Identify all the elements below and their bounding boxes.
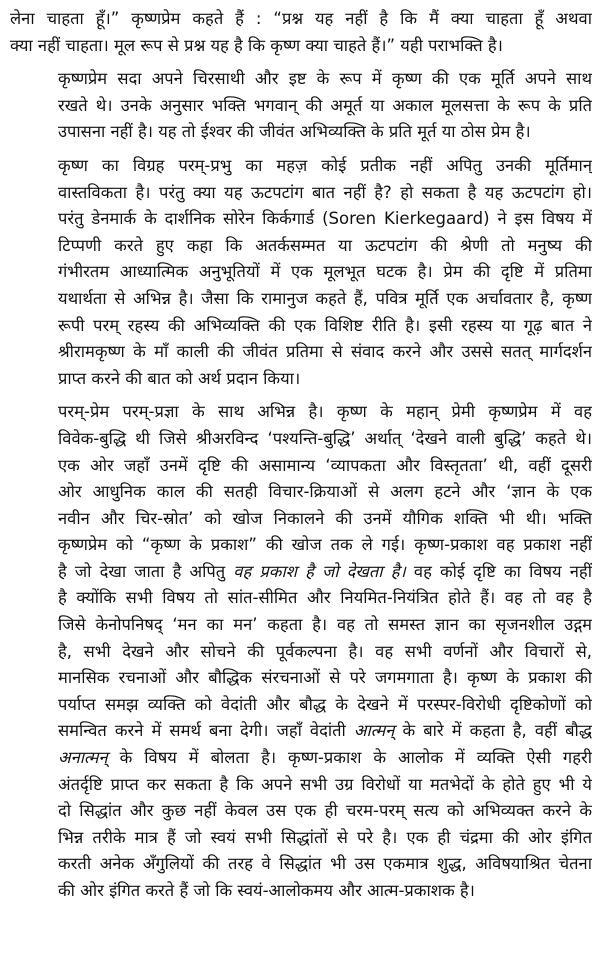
text-run: प्राप्त करने की बात को अर्थ प्रदान किया।: [58, 368, 301, 388]
text-line: [10, 639, 592, 666]
text-line: [10, 851, 592, 878]
text-run: वह कोई दृष्टि का विषय नहीं: [405, 561, 592, 581]
text-line: [10, 798, 592, 825]
text-line: [10, 692, 592, 719]
text-run: टिप्पणी करते हुए कहा कि अतर्कसम्मत या ऊटपटांग की श्रेणी तो मनुष्य की: [58, 235, 592, 255]
text-line: [10, 718, 592, 745]
italic-text: वह प्रकाश है जो देखता है।: [233, 561, 406, 581]
text-line: [10, 66, 592, 93]
text-run: अंतर्दृष्टि प्राप्त कर सकता है कि अपने सभी उग्र विरोधों या मतभेदों के होते हुए भी ये: [58, 774, 592, 794]
text-line: [10, 313, 592, 340]
text-run: परम्-प्रेम परम्-प्रज्ञा के साथ अभिन्न है। कृष्ण के महान् प्रेमी कृष्णप्रेम में वह: [58, 402, 592, 422]
text-line: [10, 233, 592, 260]
text-run: जिसे केनोपनिषद् ‘मन का मन’ कहता है। वह तो समस्त ज्ञान का सृजनशील उद्गम: [58, 615, 592, 635]
text-run: मानसिक रचनाओं और बौद्धिक संरचनाओं से परे जगमगाता है। कृष्ण के प्रकाश की: [58, 668, 592, 688]
text-line: [10, 286, 592, 313]
text-line: [10, 153, 592, 180]
text-line: [10, 33, 592, 60]
text-run: रखते थे। उनके अनुसार भक्ति भगवान् की अमूर्त या अकाल मूलसत्ता के रूप के प्रति: [58, 95, 592, 115]
italic-text: आत्मन्: [353, 721, 395, 741]
text-run: क्या नहीं चाहता। मूल रूप से प्रश्न यह है कि कृष्ण क्या चाहते हैं।” यही पराभक्ति है।: [10, 35, 503, 55]
text-run: नवीन और चिर-स्रोत’ को खोज निकालने की उनमें यौगिक शक्ति भी थी। भक्ति: [58, 508, 592, 528]
text-line: [10, 745, 592, 772]
text-line: [10, 180, 592, 207]
text-run: है क्योंकि सभी विषय तो सांत-सीमित और नियमित-नियंत्रित होते हैं। वह तो वह है: [58, 588, 592, 608]
text-line: [10, 426, 592, 453]
text-run: है, सभी देखने और सोचने की पूर्वकल्पना है। वह सभी वर्णनों और विचारों से,: [58, 641, 592, 661]
text-line: [10, 559, 592, 586]
text-line: [10, 119, 592, 146]
text-line: [10, 585, 592, 612]
paragraph: [10, 6, 592, 59]
text-line: [10, 506, 592, 533]
text-run: समन्वित करने में समर्थ बना देगी। जहाँ वेदांती: [58, 721, 354, 741]
text-run: ओर आधुनिक काल की सतही विचार-क्रियाओं से अलग हटने और ‘ज्ञान के एक: [58, 482, 592, 502]
text-line: [10, 479, 592, 506]
text-line: [10, 532, 592, 559]
text-run: है जो देखा जाता है अपितु: [58, 561, 234, 581]
text-run: कृष्ण का विग्रह परम्-प्रभु का महज़ कोई प्रतीक नहीं अपितु उनकी मूर्तिमान्: [58, 155, 592, 175]
text-line: [10, 612, 592, 639]
text-line: [10, 93, 592, 120]
text-line: [10, 6, 592, 33]
text-run: के बारे में कहता है, वहीं बौद्ध: [394, 721, 592, 741]
paragraph: [10, 399, 592, 904]
text-run: के विषय में बोलता है। कृष्ण-प्रकाश के आलोक में व्यक्ति ऐसी गहरी: [107, 748, 592, 768]
text-run: कृष्णप्रेम सदा अपने चिरसाथी और इष्ट के रूप में कृष्ण की एक मूर्ति अपने साथ: [58, 69, 592, 89]
text-run: परंतु डेनमार्क के दार्शनिक सोरेन किर्कगार्ड (Soren Kierkegaard) ने इस विषय में: [58, 209, 592, 229]
text-run: श्रीरामकृष्ण के माँ काली की जीवंत प्रतिमा से संवाद करने और उससे सतत् मार्गदर्शन: [58, 342, 592, 362]
text-run: करती अनेक अँगुलियों की तरह वे सिद्धांत भी उस एकमात्र शुद्ध, अविषयाश्रित चेतना: [58, 854, 592, 874]
text-run: कृष्णप्रेम को “कृष्ण के प्रकाश” की खोज तक ले गई। कृष्ण-प्रकाश वह प्रकाश नहीं: [58, 535, 592, 555]
text-run: रूपी परम् रहस्य की अभिव्यक्ति की एक विशिष्ट रीति है। इसी रहस्य या गूढ़ बात ने: [58, 315, 592, 335]
text-run: वास्तविकता है। परंतु क्या यह ऊटपटांग बात नहीं है? हो सकता है यह ऊटपटांग हो।: [58, 182, 592, 202]
text-line: [10, 206, 592, 233]
text-run: विवेक-बुद्धि थी जिसे श्रीअरविन्द ‘पश्यन्ति-बुद्धि’ अर्थात् ‘देखने वाली बुद्धि’ कहते थे।: [58, 428, 592, 448]
text-run: भिन्न तरीके मात्र हैं जो स्वयं सभी सिद्धांतों से परे है। एक ही चंद्रमा की ओर इंगित: [58, 827, 592, 847]
text-line: [10, 665, 592, 692]
paragraph: [10, 66, 592, 146]
text-line: [10, 772, 592, 799]
text-line: [10, 453, 592, 480]
text-run: उपासना नहीं है। यह तो ईश्वर की जीवंत अभिव्यक्ति के प्रति मूर्त या ठोस प्रेम है।: [58, 122, 531, 142]
text-run: की ओर इंगित करते हैं जो कि स्वयं-आलोकमय और आत्म-प्रकाशक है।: [58, 881, 475, 900]
paragraph: [10, 153, 592, 392]
text-run: गंभीरतम आध्यात्मिक अनुभूतियों में एक मूलभूत घटक है। प्रेम की दृष्टि में प्रतिमा: [58, 262, 592, 282]
text-run: एक ओर जहाँ उनमें दृष्टि की असामान्य ‘व्यापकता और विस्तृतता’ थी, वहीं दूसरी: [58, 455, 592, 475]
text-line: [10, 878, 592, 905]
text-run: पर्याप्त समझ व्यक्ति को वेदांती और बौद्ध के देखने में परस्पर-विरोधी दृष्टिकोणों को: [58, 694, 592, 714]
text-line: [10, 259, 592, 286]
text-line: [10, 825, 592, 852]
text-run: यथार्थता से अभिन्न है। जैसा कि रामानुज कहते हैं, पवित्र मूर्ति एक अर्चावतार है, कृष्ण: [58, 288, 592, 308]
text-run: लेना चाहता हूँ।” कृष्णप्रेम कहते हैं : “प्रश्न यह नहीं है कि मैं क्या चाहता हूँ अथवा: [10, 9, 592, 28]
italic-text: अनात्मन्: [58, 748, 108, 768]
text-line: [10, 366, 592, 393]
text-line: [10, 399, 592, 426]
text-line: [10, 339, 592, 366]
text-run: दो सिद्धांत और कुछ नहीं केवल उस एक ही चरम-परम् सत्य को अभिव्यक्त करने के: [58, 801, 592, 821]
